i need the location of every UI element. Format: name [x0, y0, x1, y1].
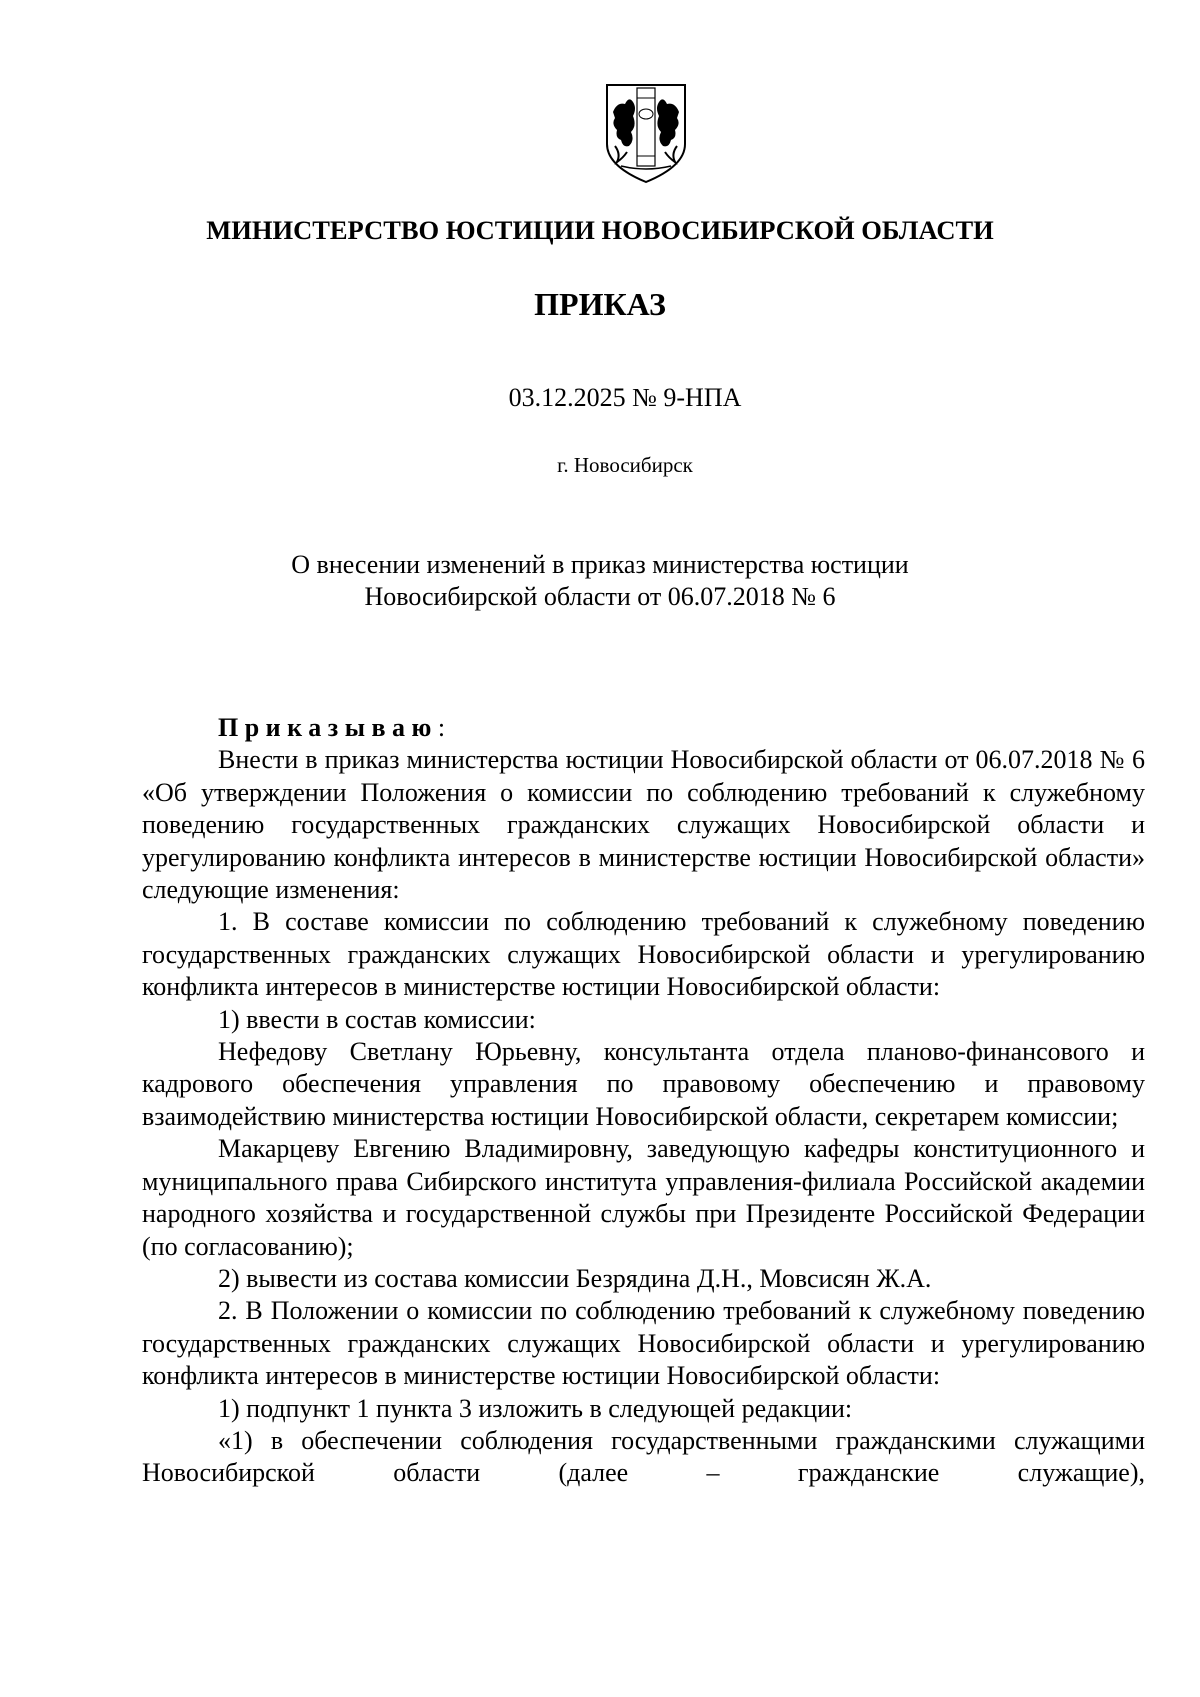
coat-of-arms-emblem [603, 82, 689, 186]
order-word-line [142, 712, 1145, 744]
document-city: г. Новосибирск [557, 453, 693, 477]
paragraph-quote-start: «1) в обеспечении соблюдения государственными гражданскими служащими Новосибирской области (далее – гражданские служащие), [142, 1425, 1145, 1488]
paragraph-item-1: 1. В составе комиссии по соблюдению требований к служебному поведению государственных гражданских служащих Новосибирской области и урегулированию конфликта интересов в министерстве юстиции Новосибирской области: [142, 907, 1145, 1002]
subject-line-2: Новосибирской области от 06.07.2018 № 6 [364, 582, 836, 611]
document-type-title: ПРИКАЗ [534, 286, 666, 322]
order-colon: : [437, 713, 446, 742]
paragraph-item-2: 2. В Положении о комиссии по соблюдению требований к служебному поведению государственных гражданских служащих Новосибирской области и урегулированию конфликта интересов в министерстве юстиции Новосибирской области: [142, 1296, 1145, 1391]
order-word: Приказываю [218, 713, 438, 742]
document-body [142, 712, 1145, 1490]
paragraph-item-2-1: 1) подпункт 1 пункта 3 изложить в следующей редакции: [218, 1393, 853, 1423]
paragraph-member-makartseva: Макарцеву Евгению Владимировну, заведующую кафедры конституционного и муниципального права Сибирского института управления-филиала Российской академии народного хозяйства и государственной службы при Президенте Российской Федерации (по согласованию); [142, 1134, 1145, 1261]
paragraph-item-1-2: 2) вывести из состава комиссии Безрядина Д.Н., Мовсисян Ж.А. [218, 1263, 932, 1293]
subject-line-1: О внесении изменений в приказ министерства юстиции [291, 550, 909, 579]
paragraph-item-1-1: 1) ввести в состав комиссии: [218, 1004, 536, 1034]
document-subject [0, 549, 1200, 613]
paragraph-member-nefedova: Нефедову Светлану Юрьевну, консультанта отдела планово-финансового и кадрового обеспечения управления по правовому обеспечению и правовому взаимодействию министерства юстиции Новосибирской области, секретарем комиссии; [142, 1037, 1145, 1131]
document-date-number: 03.12.2025 № 9-НПА [508, 383, 742, 412]
paragraph-intro: Внести в приказ министерства юстиции Новосибирской области от 06.07.2018 № 6 «Об утверждении Положения о комиссии по соблюдению требований к служебному поведению государственных гражданских служащих Новосибирской области и урегулированию конфликта интересов в министерстве юстиции Новосибирской области» следующие изменения: [142, 745, 1145, 905]
ministry-name: МИНИСТЕРСТВО ЮСТИЦИИ НОВОСИБИРСКОЙ ОБЛАСТИ [206, 215, 994, 245]
